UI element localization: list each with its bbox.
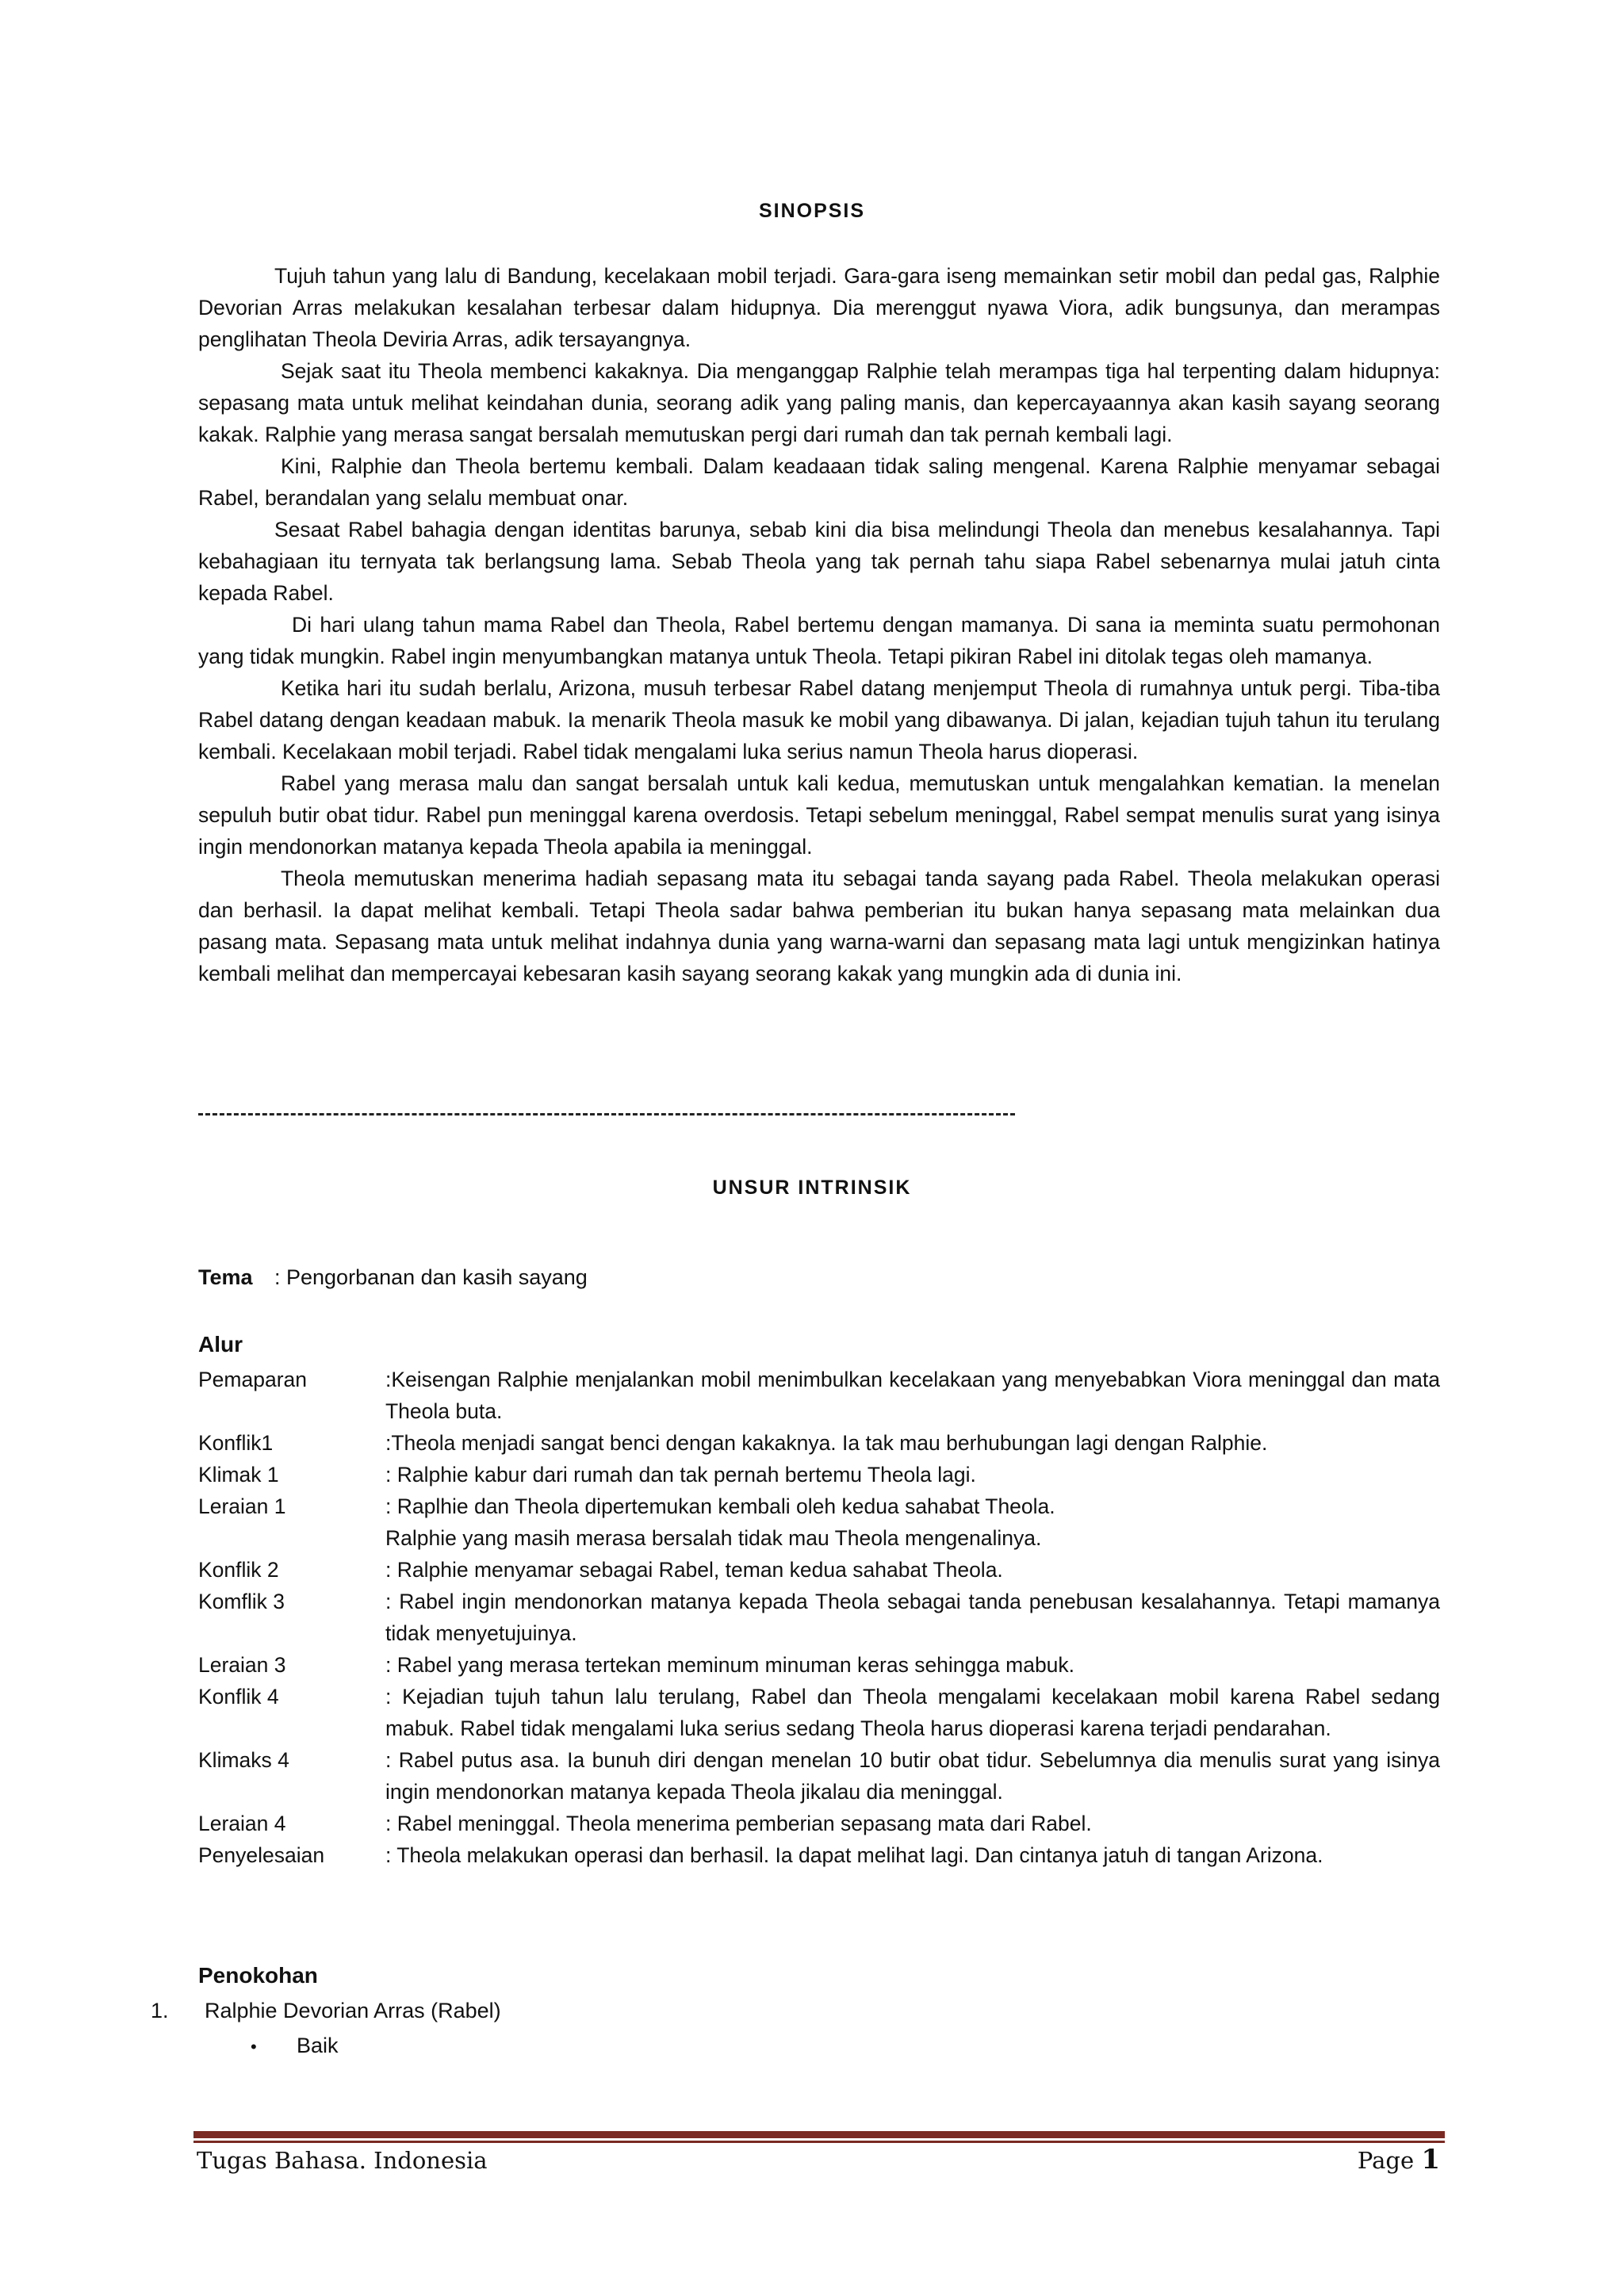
penokohan-heading: Penokohan — [198, 1963, 318, 1988]
footer-rule — [193, 2131, 1445, 2138]
alur-label: Leraian 3 — [198, 1653, 286, 1677]
page-number: 1 — [1421, 2144, 1440, 2175]
alur-label: Konflik1 — [198, 1431, 274, 1455]
alur-row — [198, 1427, 1440, 1459]
alur-value: : Ralphie menyamar sebagai Rabel, teman kedua sahabat Theola. — [385, 1558, 1003, 1582]
footer-title: Tugas Bahasa. Indonesia — [197, 2147, 488, 2174]
page-label: Page — [1357, 2147, 1415, 2174]
alur-row — [198, 1459, 1440, 1490]
synopsis-paragraph: Ketika hari itu sudah berlalu, Arizona, musuh terbesar Rabel datang menjemput Theola di rumahnya untuk pergi. Tiba-tiba Rabel datang dengan keadaan mabuk. Ia menarik Theola masuk ke mobil yang dibawanya. Di jalan, kejadian tujuh tahun itu terulang kembali. Kecelakaan mobil terjadi. Rabel tidak mengalami luka serius namun Theola harus dioperasi. — [198, 676, 1440, 763]
alur-label — [198, 1522, 385, 1554]
alur-value: : Rabel meninggal. Theola menerima pemberian sepasang mata dari Rabel. — [385, 1812, 1092, 1835]
alur-value: : Rabel ingin mendonorkan matanya kepada Theola sebagai tanda penebusan kesalahannya. Tetapi mamanya tidak menyetujuinya. — [385, 1590, 1440, 1645]
alur-label: Pemaparan — [198, 1368, 308, 1391]
trait-text: Baik — [297, 2034, 339, 2057]
alur-value: : Theola melakukan operasi dan berhasil. Ia dapat melihat lagi. Dan cintanya jatuh di tangan Arizona. — [385, 1843, 1323, 1867]
tema-line — [198, 1265, 588, 1290]
tema-label: Tema — [198, 1265, 253, 1289]
footer-page — [1358, 2144, 1440, 2175]
alur-label: Klimaks 4 — [198, 1748, 289, 1772]
synopsis-body — [198, 260, 1440, 989]
alur-label: Leraian 4 — [198, 1812, 286, 1835]
alur-row — [198, 1554, 1440, 1586]
alur-heading: Alur — [198, 1332, 243, 1357]
alur-value: :Keisengan Ralphie menjalankan mobil menimbulkan kecelakaan yang menyebabkan Viora meninggal dan mata Theola buta. — [385, 1368, 1440, 1423]
synopsis-heading: SINOPSIS — [758, 200, 866, 222]
alur-label: Komflik 3 — [198, 1590, 285, 1613]
alur-row — [198, 1586, 1440, 1649]
synopsis-paragraph: Kini, Ralphie dan Theola bertemu kembali. Dalam keadaaan tidak saling mengenal. Karena Ralphie menyamar sebagai Rabel, berandalan yang selalu membuat onar. — [198, 454, 1440, 510]
alur-row — [198, 1808, 1440, 1839]
section-divider — [198, 1113, 1015, 1115]
alur-label: Klimak 1 — [198, 1463, 279, 1487]
alur-value: Ralphie yang masih merasa bersalah tidak mau Theola mengenalinya. — [385, 1526, 1042, 1550]
alur-row — [198, 1490, 1440, 1522]
synopsis-paragraph: Rabel yang merasa malu dan sangat bersalah untuk kali kedua, memutuskan untuk mengalahkan kematian. Ia menelan sepuluh butir obat tidur. Rabel pun meninggal karena overdosis. Tetapi sebelum meninggal, Rabel sempat menulis surat yang isinya ingin mendonorkan matanya kepada Theola apabila ia meninggal. — [198, 771, 1440, 859]
character-name: Ralphie Devorian Arras (Rabel) — [205, 1999, 501, 2022]
intrinsik-heading: UNSUR INTRINSIK — [712, 1177, 912, 1199]
alur-row — [198, 1364, 1440, 1427]
synopsis-paragraph: Theola memutuskan menerima hadiah sepasang mata itu sebagai tanda sayang pada Rabel. Theola melakukan operasi dan berhasil. Ia dapat melihat kembali. Tetapi Theola sadar bahwa pemberian itu bukan hanya sepasang mata melainkan dua pasang mata. Sepasang mata untuk melihat indahnya dunia yang warna-warni dan sepasang mata lagi untuk mengizinkan hatinya kembali melihat dan mempercayai kebesaran kasih sayang seorang kakak yang mungkin ada di dunia ini. — [198, 867, 1440, 985]
alur-row — [198, 1681, 1440, 1744]
footer-rule-thin — [193, 2141, 1445, 2143]
trait-list-item — [251, 2030, 339, 2063]
synopsis-paragraph: Sesaat Rabel bahagia dengan identitas barunya, sebab kini dia bisa melindungi Theola dan menebus kesalahannya. Tapi kebahagiaan itu ternyata tak berlangsung lama. Sebab Theola yang tak pernah tahu siapa Rabel sebenarnya mulai jatuh cinta kepada Rabel. — [198, 518, 1440, 605]
synopsis-paragraph: Tujuh tahun yang lalu di Bandung, kecelakaan mobil terjadi. Gara-gara iseng memainkan setir mobil dan pedal gas, Ralphie Devorian Arras melakukan kesalahan terbesar dalam hidupnya. Dia merenggut nyawa Viora, adik bungsunya, dan merampas penglihatan Theola Deviria Arras, adik tersayangnya. — [198, 264, 1440, 351]
alur-list — [198, 1364, 1440, 1871]
alur-row — [198, 1649, 1440, 1681]
alur-value: : Rabel yang merasa tertekan meminum minuman keras sehingga mabuk. — [385, 1653, 1075, 1677]
alur-row — [198, 1744, 1440, 1808]
alur-label: Konflik 4 — [198, 1685, 279, 1709]
alur-value: : Kejadian tujuh tahun lalu terulang, Rabel dan Theola mengalami kecelakaan mobil karena Rabel sedang mabuk. Rabel tidak mengalami luka serius sedang Theola harus dioperasi karena terjadi pendarahan. — [385, 1685, 1440, 1740]
alur-row — [198, 1839, 1440, 1871]
list-number: 1. — [151, 1999, 169, 2022]
tema-value: : Pengorbanan dan kasih sayang — [274, 1265, 588, 1289]
alur-row — [198, 1522, 1440, 1554]
synopsis-paragraph: Sejak saat itu Theola membenci kakaknya. Dia menganggap Ralphie telah merampas tiga hal terpenting dalam hidupnya: sepasang mata untuk melihat keindahan dunia, seorang adik yang paling manis, dan kepercayaannya akan kasih sayang seorang kakak. Ralphie yang merasa sangat bersalah memutuskan pergi dari rumah dan tak pernah kembali lagi. — [198, 359, 1440, 446]
alur-label: Penyelesaian — [198, 1843, 325, 1867]
character-list-item — [151, 1995, 501, 2026]
alur-label: Leraian 1 — [198, 1494, 286, 1518]
alur-value: : Ralphie kabur dari rumah dan tak pernah bertemu Theola lagi. — [385, 1463, 976, 1487]
alur-value: :Theola menjadi sangat benci dengan kakaknya. Ia tak mau berhubungan lagi dengan Ralphie. — [385, 1431, 1268, 1455]
synopsis-paragraph: Di hari ulang tahun mama Rabel dan Theola, Rabel bertemu dengan mamanya. Di sana ia meminta suatu permohonan yang tidak mungkin. Rabel ingin menyumbangkan matanya untuk Theola. Tetapi pikiran Rabel ini ditolak tegas oleh mamanya. — [198, 613, 1440, 668]
alur-label: Konflik 2 — [198, 1558, 279, 1582]
bullet-icon: • — [251, 2037, 257, 2057]
alur-value: : Raplhie dan Theola dipertemukan kembali oleh kedua sahabat Theola. — [385, 1494, 1055, 1518]
alur-value: : Rabel putus asa. Ia bunuh diri dengan menelan 10 butir obat tidur. Sebelumnya dia menulis surat yang isinya ingin mendonorkan matanya kepada Theola jikalau dia meninggal. — [385, 1748, 1440, 1804]
